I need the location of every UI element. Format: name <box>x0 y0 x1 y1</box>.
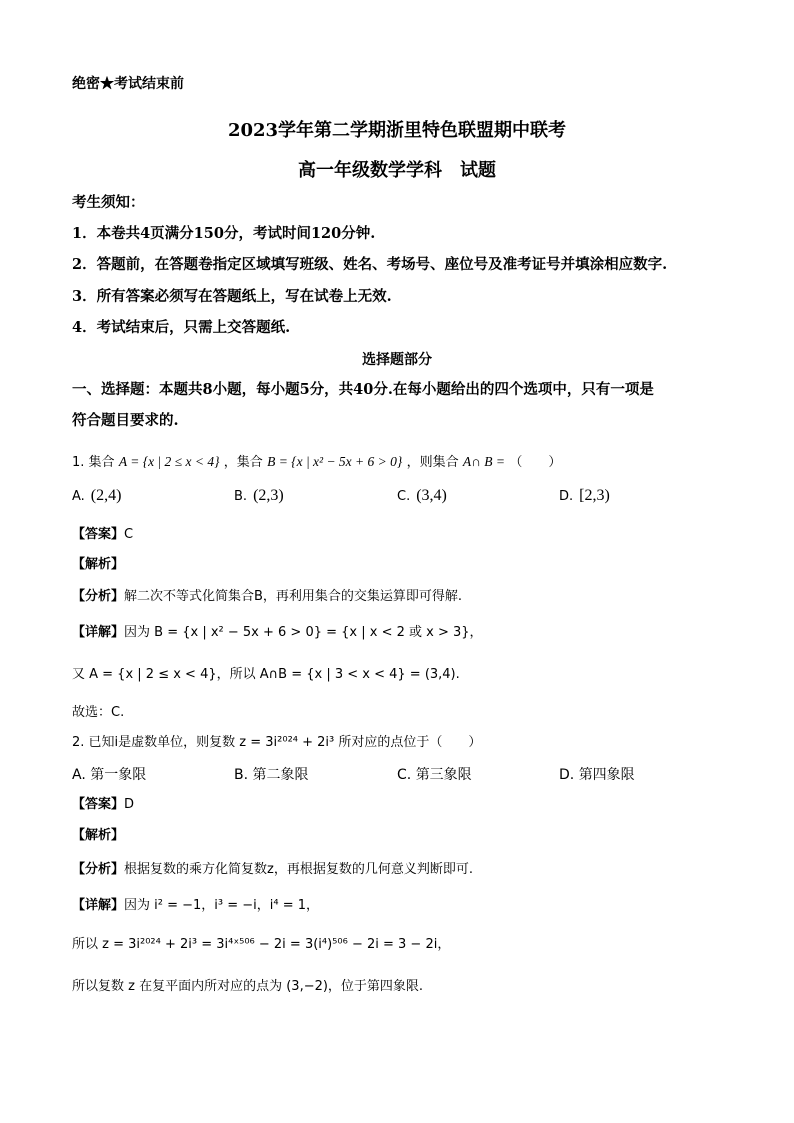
notice-item-2: 2．答题前，在答题卷指定区域填写班级、姓名、考场号、座位号及准考证号并填涂相应数字. <box>72 256 668 273</box>
q1-fenxi-text: 解二次不等式化简集合B，再利用集合的交集运算即可得解. <box>124 589 463 604</box>
q2-option-c-label: C. <box>397 767 412 783</box>
q2-option-a <box>72 764 146 784</box>
q2-detail-2: 所以 z = 3i²⁰²⁴ + 2i³ = 3i⁴ˣ⁵⁰⁶ − 2i = 3(i⁴)⁵⁰⁶ − 2i = 3 − 2i， <box>72 937 451 952</box>
q2-option-b-label: B. <box>234 767 249 783</box>
q1-fenxi <box>72 586 462 607</box>
q2-option-d-value: 第四象限 <box>578 767 635 783</box>
q2-option-d-label: D. <box>559 767 575 783</box>
q2-fenxi-tag: 【分析】 <box>72 862 125 877</box>
notice-item-1: 1．本卷共4页满分150分，考试时间120分钟. <box>72 225 376 242</box>
q2-answer-tag: 【答案】 <box>72 797 125 812</box>
q2-detail-3: 所以复数 z 在复平面内所对应的点为 (3,−2)，位于第四象限. <box>72 979 424 994</box>
q2-option-c-value: 第三象限 <box>415 767 472 783</box>
notice-item-3: 3．所有答案必须写在答题纸上，写在试卷上无效. <box>72 288 392 305</box>
q1-set-a: A = {x | 2 ≤ x < 4} <box>118 454 220 469</box>
q2-fenxi-text: 根据复数的乘方化简复数z，再根据复数的几何意义判断即可. <box>124 862 473 877</box>
q1-expr: A∩ B = <box>462 454 506 469</box>
q1-option-b-value: (2,3) <box>253 487 284 504</box>
q1-option-c <box>397 487 447 505</box>
q1-stem-c: ，则集合 <box>406 455 459 470</box>
exam-title: 2023学年第二学期浙里特色联盟期中联考 <box>227 120 567 141</box>
exam-subtitle: 高一年级数学学科 试题 <box>298 160 496 181</box>
question-2-stem: 2. 已知i是虚数单位，则复数 z = 3i²⁰²⁴ + 2i³ 所对应的点位于（ ） <box>72 735 482 750</box>
q1-answer <box>72 524 133 545</box>
q1-answer-value: C <box>124 527 134 542</box>
q2-detail-1 <box>72 895 319 916</box>
q1-analysis-tag: 【解析】 <box>72 557 125 572</box>
q1-set-b: B = {x | x² − 5x + 6 > 0} <box>267 454 403 469</box>
q1-option-d-value: [2,3) <box>579 487 610 504</box>
notice-heading: 考生须知： <box>72 194 145 211</box>
q1-fenxi-tag: 【分析】 <box>72 589 125 604</box>
q1-option-c-value: (3,4) <box>416 487 447 504</box>
q1-detail-1 <box>72 622 483 643</box>
secret-mark: 绝密★考试结束前 <box>72 76 184 92</box>
q2-option-c <box>397 764 472 784</box>
q1-paren: （ ） <box>509 455 562 470</box>
q1-option-c-label: C. <box>397 489 411 504</box>
q2-option-a-label: A. <box>72 767 86 783</box>
notice-item-4: 4．考试结束后，只需上交答题纸. <box>72 319 291 336</box>
q2-option-b-value: 第二象限 <box>252 767 309 783</box>
q1-conclusion: 故选：C. <box>72 705 125 720</box>
q1-option-a-value: (2,4) <box>90 487 122 504</box>
q1-option-d <box>559 487 610 505</box>
q2-answer <box>72 794 134 815</box>
q1-detail-tag: 【详解】 <box>72 625 125 640</box>
q1-answer-tag: 【答案】 <box>72 527 125 542</box>
section-instructions-line1: 一、选择题：本题共8小题，每小题5分，共40分.在每小题给出的四个选项中，只有一项是 <box>72 381 654 398</box>
q1-detail-2: 又 A = {x | 2 ≤ x < 4}，所以 A∩B = {x | 3 < x < 4} = (3,4). <box>72 667 460 682</box>
q1-option-b-label: B. <box>234 489 248 504</box>
q2-analysis-tag: 【解析】 <box>72 828 125 843</box>
q2-option-d <box>559 764 635 784</box>
q1-option-a-label: A. <box>72 489 85 504</box>
q2-fenxi <box>72 859 473 880</box>
q1-option-d-label: D. <box>559 489 574 504</box>
q1-option-a <box>72 487 121 505</box>
section-instructions-line2: 符合题目要求的. <box>72 412 179 429</box>
q1-stem-a: 1. 集合 <box>72 455 115 470</box>
q1-stem-b: ，集合 <box>223 455 263 470</box>
section-title: 选择题部分 <box>362 352 432 368</box>
question-1-stem <box>72 452 561 473</box>
q2-detail-tag: 【详解】 <box>72 898 125 913</box>
q2-option-b <box>234 764 309 784</box>
q2-answer-value: D <box>124 797 135 812</box>
q1-option-b <box>234 487 284 505</box>
q2-detail-1-text: 因为 i² = −1，i³ = −i，i⁴ = 1， <box>124 898 320 913</box>
q2-option-a-value: 第一象限 <box>90 767 147 783</box>
q1-detail-1-text: 因为 B = {x | x² − 5x + 6 > 0} = {x | x < 2 或 x > 3}， <box>124 625 483 640</box>
